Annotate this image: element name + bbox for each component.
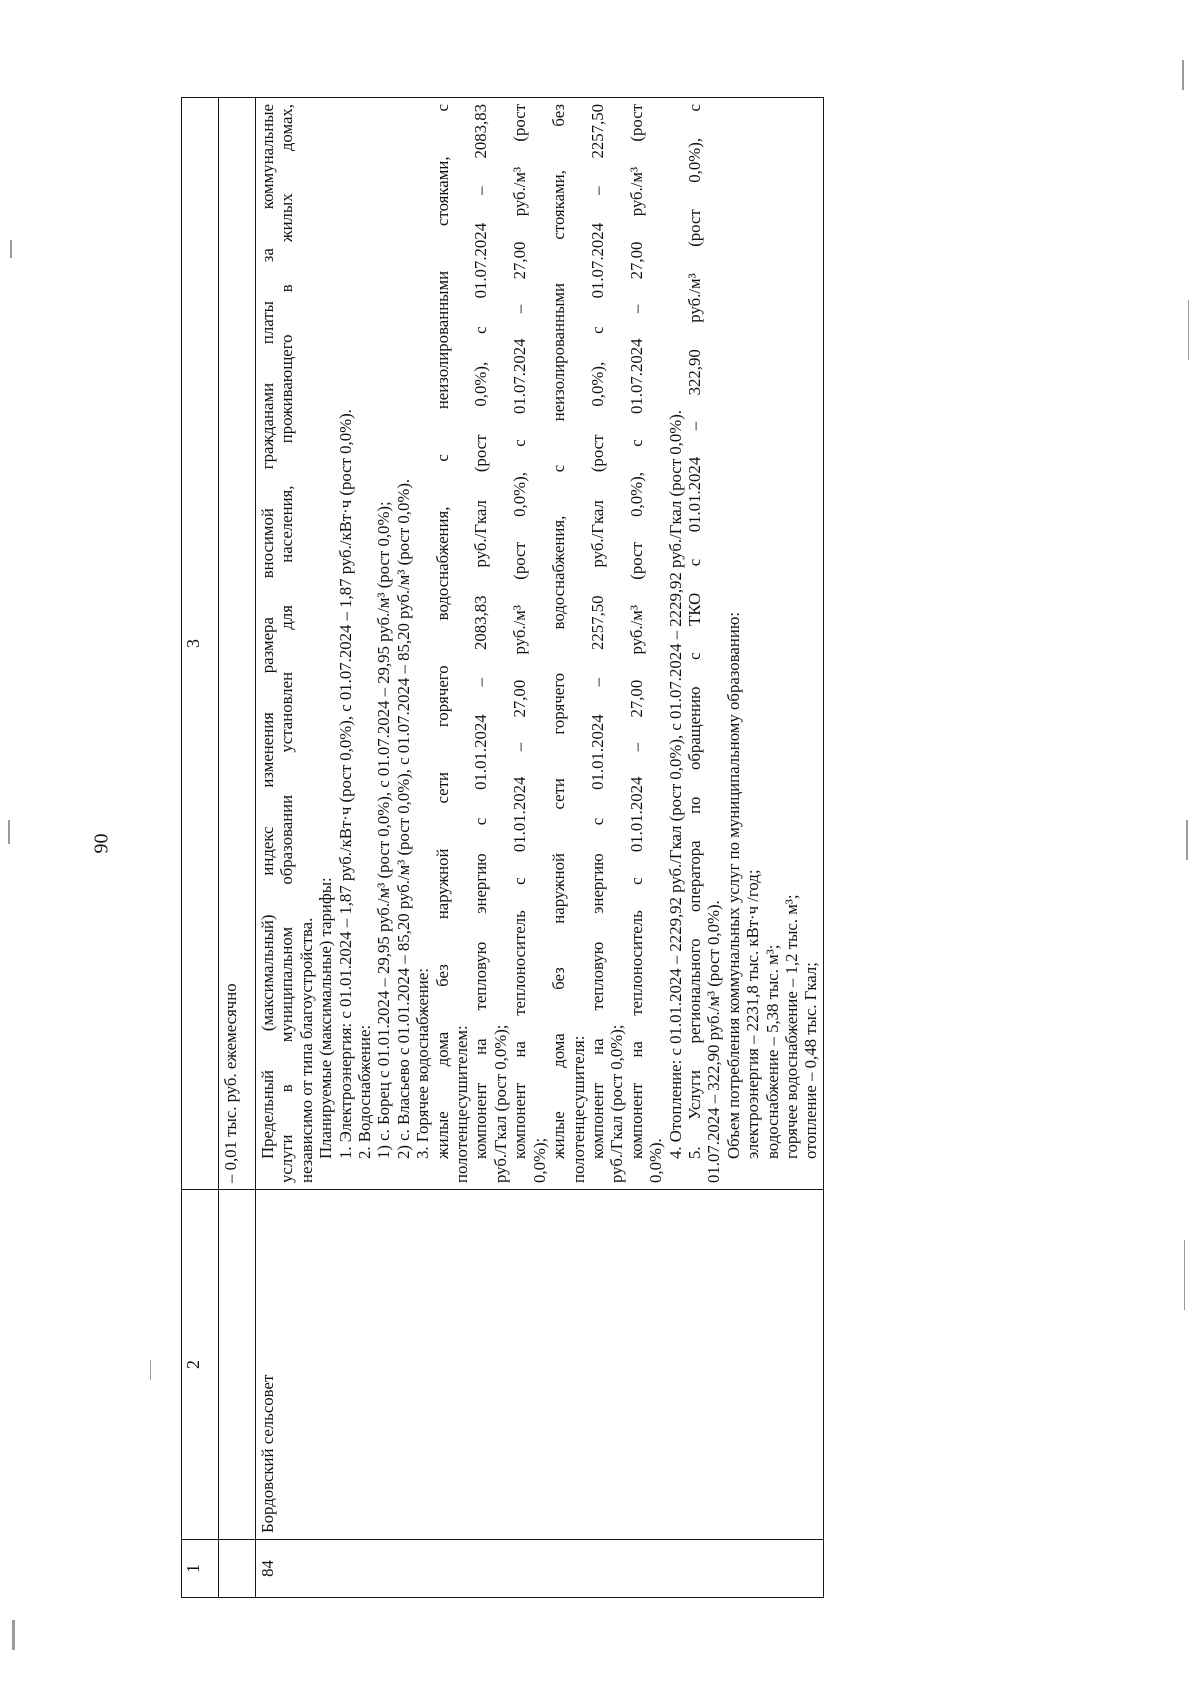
text-line: 1) с. Борец с 01.01.2024 – 29,95 руб./м³ (рост 0,0%), с 01.07.2024 – 29,95 руб./м³ (рост 0,0%); [374,501,394,1159]
header-col-2: 2 [182,1190,219,1540]
text-line: компонент на теплоноситель с 01.01.2024 – 27,00 руб./м³ (рост 0,0%), с 01.07.2024 – 27,00 руб./м³ (рост [510,104,530,1159]
continuation-amount: – 0,01 тыс. руб. ежемесячно [219,98,256,1190]
rotated-table-sheet [181,98,1081,1598]
scan-speck [1188,300,1189,360]
text-line: услуги в муниципальном образовании установлен для населения, проживающего в жилых домах, [277,104,297,1183]
row-number: 84 [256,1540,824,1598]
text-line: Планируемые (максимальные) тарифы: [316,877,336,1159]
header-col-1: 1 [182,1540,219,1598]
table-row [256,98,824,1598]
scan-speck [150,1360,151,1380]
row-description [256,98,824,1190]
text-line: жилые дома без наружной сети горячего водоснабжения, с неизолированными стояками, с [432,104,452,1159]
text-line: компонент на теплоноситель с 01.01.2024 – 27,00 руб./м³ (рост 0,0%), с 01.07.2024 – 27,00 руб./м³ (рост [626,104,646,1159]
text-line: полотенцесушителя: [568,1035,588,1183]
scan-speck [1186,820,1188,860]
text-line: Предельный (максимальный) индекс изменения размера вносимой гражданами платы за коммунальные [258,104,277,1159]
text-line: 3. Горячее водоснабжение: [413,968,433,1159]
text-line: полотенцесушителем: [452,1025,472,1183]
text-line: Объем потребления коммунальных услуг по муниципальному образованию: [723,611,743,1159]
table-header-row [182,98,219,1598]
scan-speck [12,1620,15,1650]
header-col-3: 3 [182,98,219,1190]
text-line: руб./Гкал (рост 0,0%); [490,1024,510,1183]
scan-speck [1182,60,1184,90]
scan-speck [10,240,12,258]
text-line: жилые дома без наружной сети горячего водоснабжения, с неизолированными стояками, без [549,104,569,1159]
continuation-row [219,98,256,1598]
text-line: 2. Водоснабжение: [355,1024,375,1159]
text-line: горячее водоснабжение – 1,2 тыс. м³; [781,894,801,1159]
text-line: 2) с. Власьево с 01.01.2024 – 85,20 руб./м³ (рост 0,0%), с 01.07.2024 – 85,20 руб./м³ (рост 0,0%). [393,478,413,1159]
text-line: электроэнергия – 2231,8 тыс. кВт·ч /год; [743,869,763,1159]
continuation-name-cell [219,1190,256,1540]
continuation-num-cell [219,1540,256,1598]
text-line: компонент на тепловую энергию с 01.01.2024 – 2257,50 руб./Гкал (рост 0,0%), с 01.07.2024 – 2257,50 [587,104,607,1159]
text-line: независимо от типа благоустройства. [296,917,316,1183]
text-line: 5. Услуги регионального оператора по обращению с ТКО с 01.01.2024 – 322,90 руб./м³ (рост 0,0%), с [684,104,704,1159]
text-line: компонент на тепловую энергию с 01.01.2024 – 2083,83 руб./Гкал (рост 0,0%), с 01.07.2024 – 2083,83 [471,104,491,1159]
text-line: 0,0%); [529,1137,549,1183]
text-line: руб./Гкал (рост 0,0%); [607,1024,627,1183]
tariff-table [181,97,824,1598]
text-line: 01.07.2024 – 322,90 руб./м³ (рост 0,0%). [704,900,724,1183]
page-number: 90 [90,833,113,854]
municipality-name: Бордовский сельсовет [256,1190,824,1540]
text-line: водоснабжение – 5,38 тыс. м³; [762,944,782,1159]
text-line: 4. Отопление: с 01.01.2024 – 2229,92 руб./Гкал (рост 0,0%), с 01.07.2024 – 2229,92 руб./Гкал (рост 0,0%). [665,409,685,1159]
text-line: отопление – 0,48 тыс. Гкал; [801,962,821,1159]
text-line: 1. Электроэнергия: с 01.01.2024 – 1,87 руб./кВт·ч (рост 0,0%), с 01.07.2024 – 1,87 руб./кВт·ч (рост 0,0%). [335,409,355,1159]
scan-speck [8,820,10,844]
scan-speck [1184,1240,1185,1310]
text-line: 0,0%). [646,1138,666,1183]
